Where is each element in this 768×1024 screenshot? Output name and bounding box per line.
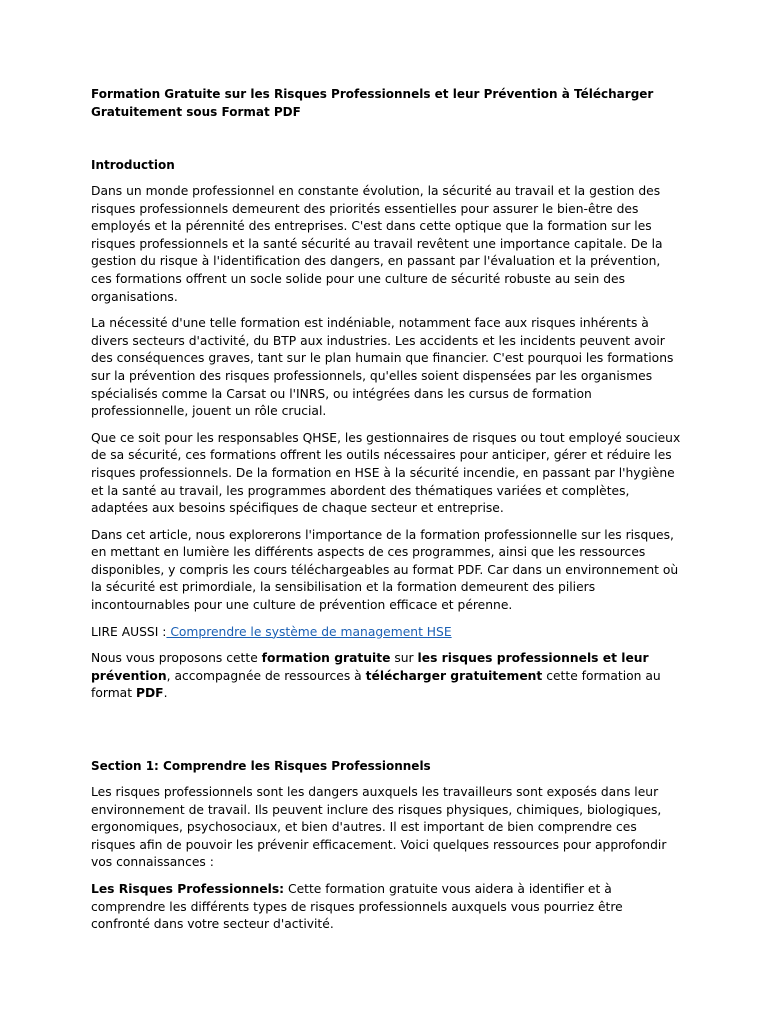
intro-paragraph-1: Dans un monde professionnel en constante évolution, la sécurité au travail et la gestion des risques professionnels demeurent des priorités essentielles pour assurer le bien-être des employés et la pérennité des entreprises. C'est dans cette optique que la formation sur les risques professionnels et la santé sécurité au travail revêtent une importance capitale. De la gestion du risque à l'identification des dangers, en passant par l'évaluation et la prévention, ces formations offrent un socle solide pour une culture de sécurité robuste au sein des organisations. <box>91 184 663 304</box>
intro-paragraph-2: La nécessité d'une telle formation est indéniable, notamment face aux risques inhérents à divers secteurs d'activité, du BTP aux industries. Les accidents et les incidents peuvent avoir des conséquences graves, tant sur le plan humain que financier. C'est pourquoi les formations sur la prévention des risques professionnels, qu'elles soient dispensées par les organismes spécialisés comme la Carsat ou l'INRS, ou intégrées dans les cursus de formation professionnelle, jouent un rôle crucial. <box>91 316 674 419</box>
offer-text-1: Nous vous proposons cette <box>91 651 262 666</box>
section-1-paragraph: Les risques professionnels sont les dangers auxquels les travailleurs sont exposés dans leur environnement de travail. Ils peuvent inclure des risques physiques, chimiques, biologiques, ergonomiques, psychosociaux, et bien d'autres. Il est important de bien comprendre ces risques afin de pouvoir les prévenir efficacement. Voici quelques ressources pour approfondir vos connaissances : <box>91 785 667 870</box>
introduction-heading: Introduction <box>91 158 175 172</box>
offer-bold-1: formation gratuite <box>261 651 391 666</box>
offer-text-5: . <box>163 686 168 701</box>
intro-paragraph-4: Dans cet article, nous explorerons l'importance de la formation professionnelle sur les risques, en mettant en lumière les différents aspects de ces programmes, ainsi que les ressources disponibles, y compris les cours téléchargeables au format PDF. Car dans un environnement où la sécurité est primordiale, la sensibilisation et la formation demeurent des piliers incontournables pour une culture de prévention efficace et pérenne. <box>91 527 679 613</box>
lire-aussi-prefix: LIRE AUSSI : <box>91 624 167 639</box>
section-1-heading: Section 1: Comprendre les Risques Professionnels <box>91 759 431 774</box>
document-page <box>91 86 681 934</box>
intro-paragraph-3: Que ce soit pour les responsables QHSE, les gestionnaires de risques ou tout employé soucieux de sa sécurité, ces formations offrent les outils nécessaires pour anticiper, gérer et réduire les risques professionnels. De la formation en HSE à la sécurité incendie, en passant par l'hygiène et la santé au travail, les programmes abordent des thématiques variées et complètes, adaptées aux besoins spécifiques de chaque secteur et entreprise. <box>91 430 681 516</box>
offer-bold-3: télécharger gratuitement <box>365 668 543 683</box>
offer-paragraph <box>91 650 681 703</box>
document-title: Formation Gratuite sur les Risques Professionnels et leur Prévention à Télécharger Gratuitement sous Format PDF <box>91 87 654 119</box>
section-1-item-label: Les Risques Professionnels: <box>91 882 285 896</box>
offer-text-2: sur <box>390 651 418 666</box>
offer-bold-4: PDF <box>135 686 164 701</box>
offer-bold-2: les risques professionnels et leur prévention <box>91 651 649 683</box>
offer-text-4: cette formation au format <box>91 668 661 701</box>
lire-aussi-line <box>91 624 681 642</box>
offer-text-3: , accompagnée de ressources à <box>166 668 366 683</box>
section-1-item-text: Cette formation gratuite vous aidera à identifier et à comprendre les différents types de risques professionnels auxquels vous pourriez être confronté dans votre secteur d'activité. <box>91 882 623 932</box>
section-1-item <box>91 881 681 934</box>
hse-management-link[interactable]: Comprendre le système de management HSE <box>166 624 452 639</box>
